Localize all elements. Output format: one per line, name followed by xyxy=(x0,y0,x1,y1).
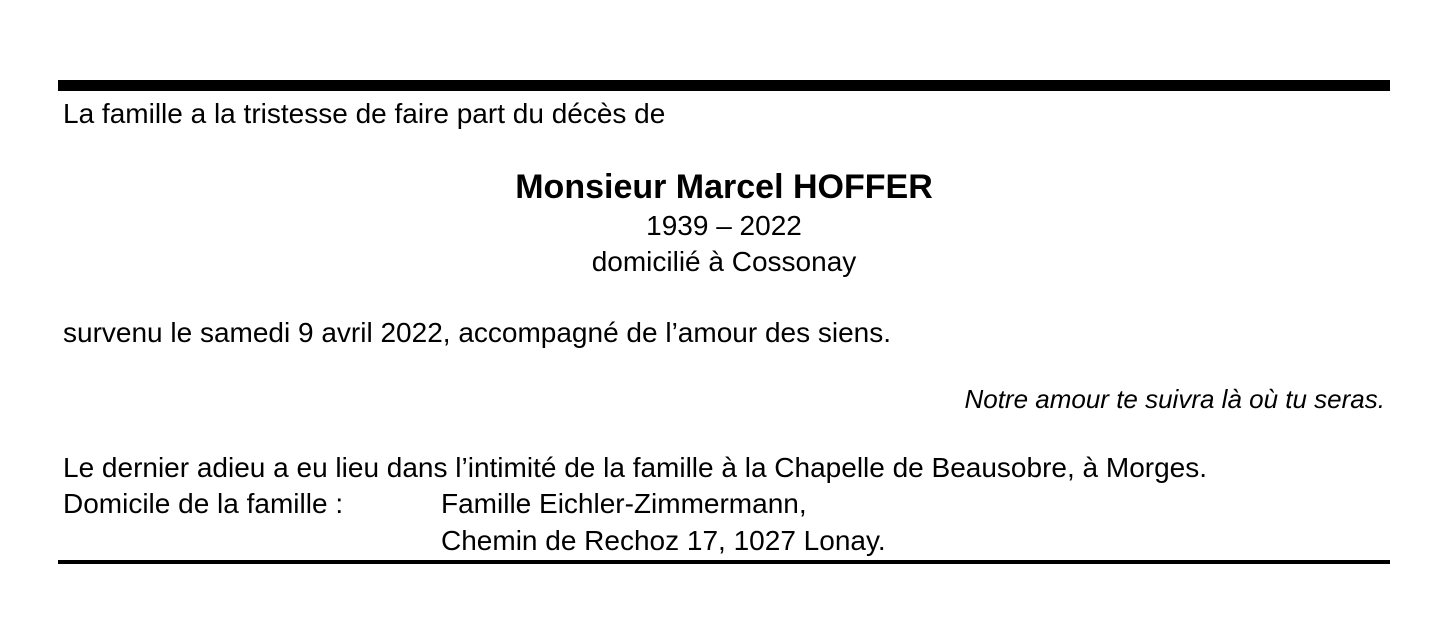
deceased-name: Monsieur Marcel HOFFER xyxy=(515,168,933,206)
intro-text: La famille a la tristesse de faire part du décès de xyxy=(63,98,666,129)
top-rule xyxy=(58,80,1390,91)
family-name: Famille Eichler-Zimmermann, xyxy=(441,488,807,519)
bottom-rule xyxy=(58,560,1390,564)
life-dates: 1939 – 2022 xyxy=(646,210,802,241)
family-domicile-label: Domicile de la famille : xyxy=(63,488,344,519)
memorial-quote: Notre amour te suivra là où tu seras. xyxy=(964,384,1385,414)
residence-text: domicilié à Cossonay xyxy=(591,246,857,277)
farewell-text: Le dernier adieu a eu lieu dans l’intimité de la famille à la Chapelle de Beausobre, à Morges. xyxy=(63,452,1208,483)
death-statement: survenu le samedi 9 avril 2022, accompagné de l’amour des siens. xyxy=(63,317,892,348)
family-address: Chemin de Rechoz 17, 1027 Lonay. xyxy=(441,525,886,556)
